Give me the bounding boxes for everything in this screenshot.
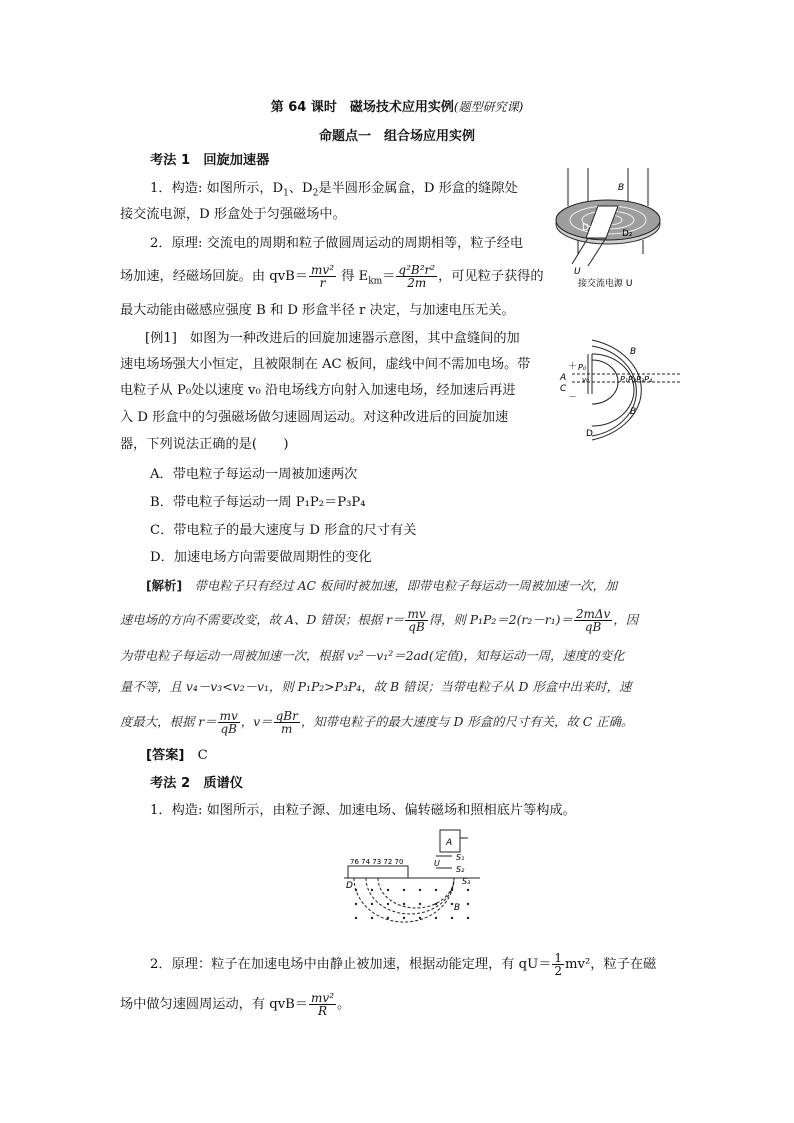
t: 度最大，根据 r＝ <box>120 714 217 729</box>
label-d: D <box>586 429 593 439</box>
label-b: B <box>454 903 461 913</box>
t: mv²，粒子在磁 <box>565 957 657 972</box>
t: 1．构造: 如图所示，D <box>150 181 284 196</box>
t: 速电场的方向不需要改变，故 A、D 错误；根据 r＝ <box>120 612 405 627</box>
trajectory <box>354 878 454 922</box>
den: 2 <box>554 964 563 978</box>
option-d: D．加速电场方向需要做周期性的变化 <box>150 550 372 565</box>
cyclotron-figure <box>548 166 668 290</box>
plus-sign: ＋ <box>568 362 578 372</box>
t: 带电粒子只有经过 AC 板间时被加速，即带电粒子每运动一周被加速一次，加 <box>194 578 618 593</box>
t: 2．原理：粒子在加速电场中由静止被加速，根据动能定理，有 qU＝ <box>150 957 552 972</box>
label-b-bottom: B <box>630 407 637 417</box>
num: 1 <box>554 951 563 965</box>
example-line-1: [例1] 如图为一种改进后的回旋加速器示意图，其中盒缝间的加 <box>145 331 520 346</box>
section-subtitle: 命题点一 组合场应用实例 <box>318 129 475 144</box>
num: 2mΔv <box>575 607 611 621</box>
page-title <box>0 96 794 115</box>
label-u: U <box>434 859 440 868</box>
para-principle: 2．原理: 交流电的周期和粒子做圆周运动的周期相等，粒子经电 <box>150 236 524 251</box>
caption-ac-source: 接交流电源 U <box>578 279 633 289</box>
minus-sign: － <box>568 393 578 403</box>
num: mv <box>407 607 426 621</box>
den: qB <box>220 722 237 736</box>
t: 是半圆形金属盒，D 形盒的缝隙处 <box>318 181 518 196</box>
sub-km: km <box>368 276 383 287</box>
label-a: A <box>560 373 567 383</box>
analysis-line-4: 量不等，且 v₄－v₃<v₂－v₁，则 P₁P₂>P₃P₄，故 B 错误；当带电粒子从 D 形盒中出来时，速 <box>120 679 632 694</box>
t: 、D <box>288 181 313 196</box>
heading-cyclotron: 考法 1 回旋加速器 <box>150 153 270 168</box>
num: q²B²r² <box>398 263 436 277</box>
den: 2m <box>407 276 427 290</box>
t: ，v＝ <box>240 714 273 729</box>
fraction <box>552 952 564 977</box>
option-a: A．带电粒子每运动一周被加速两次 <box>150 467 358 482</box>
label-s2: S₂ <box>456 865 465 874</box>
den: R <box>317 1004 328 1018</box>
analysis-line-3: 为带电粒子每运动一周被加速一次，根据 v₂²－v₁²＝2ad(定值)，知每运动一周，速度的变化 <box>120 648 625 663</box>
t: ，因 <box>613 612 639 627</box>
label-u: U <box>574 267 581 277</box>
fraction <box>396 264 437 289</box>
example-line-5: 器，下列说法正确的是( ) <box>120 437 289 452</box>
analysis-line-1 <box>146 577 617 595</box>
analysis-line-5 <box>120 710 633 735</box>
t: 场中做匀速圆周运动，有 qvB＝ <box>120 997 309 1012</box>
b-field-dots <box>355 889 469 919</box>
para-ms-structure: 1．构造: 如图所示，由粒子源、加速电场、偏转磁场和照相底片等构成。 <box>150 803 576 818</box>
t: ，可见粒子获得的 <box>438 269 544 284</box>
para-ms-principle-2 <box>120 992 350 1017</box>
example-line-3: 电粒子从 P₀处以速度 v₀ 沿电场线方向射入加速电场，经加速后再进 <box>120 383 516 398</box>
trajectory <box>378 878 454 908</box>
label-d1: D₁ <box>582 223 593 233</box>
label-b: B <box>618 183 625 193</box>
analysis-line-2 <box>120 608 638 633</box>
analysis-label: [解析] <box>146 578 183 593</box>
answer <box>146 747 208 765</box>
fraction <box>274 710 300 735</box>
label-c: C <box>560 384 567 394</box>
para-structure-2: 接交流电源，D 形盒处于匀强磁场中。 <box>120 207 346 222</box>
title-text: 第 64 课时 磁场技术应用实例 <box>270 100 454 115</box>
fraction <box>218 710 240 735</box>
answer-label: [答案] <box>146 748 185 763</box>
t: ，知带电粒子的最大速度与 D 形盒的尺寸有关，故 C 正确。 <box>300 714 634 729</box>
fraction <box>574 608 612 633</box>
fraction <box>309 264 336 289</box>
para-principle-2 <box>120 264 544 291</box>
trajectory <box>366 878 454 914</box>
den: qB <box>584 620 602 634</box>
answer-value: C <box>197 748 208 763</box>
num: mv² <box>311 991 334 1005</box>
example-line-2: 速电场场强大小恒定，且被限制在 AC 板间，虚线中间不需加电场。带 <box>120 357 531 372</box>
option-b: B．带电粒子每运动一周 P₁P₂＝P₃P₄ <box>150 495 366 510</box>
option-c: C．带电粒子的最大速度与 D 形盒的尺寸有关 <box>150 523 417 538</box>
para-structure: 1．构造: 如图所示，$D_1$、$D_2$是半圆形金属盒，D 形盒的缝隙处 <box>150 181 518 199</box>
photo-plate <box>348 866 408 878</box>
example-line-4: 入 D 形盒中的匀强磁场做匀速圆周运动。对这种改进后的回旋加速 <box>120 410 509 425</box>
para-principle-3: 最大动能由磁感应强度 B 和 D 形盒半径 r 决定，与加速电压无关。 <box>120 303 515 318</box>
num: qBr <box>275 709 298 723</box>
mass-scale: 76 74 73 72 70 <box>350 858 404 866</box>
label-p0: P₀ <box>578 363 587 372</box>
label-v0: v₀ <box>582 376 589 384</box>
label-s3: S₃ <box>462 877 471 886</box>
num: mv² <box>311 263 334 277</box>
fraction <box>405 608 427 633</box>
label-d2: D₂ <box>622 229 633 239</box>
heading-mass-spectrometer: 考法 2 质谱仪 <box>150 776 243 791</box>
t: ＝ <box>382 269 396 284</box>
label-d: D <box>346 881 353 891</box>
improved-cyclotron-figure <box>562 336 687 440</box>
label-b-top: B <box>630 347 637 357</box>
den: qB <box>408 620 425 634</box>
t: 。 <box>337 997 351 1012</box>
mass-spectrometer-figure <box>344 828 484 932</box>
wire <box>572 238 588 264</box>
t: 得 E <box>337 269 369 284</box>
num: mv <box>219 709 238 723</box>
fraction <box>309 992 336 1017</box>
den: m <box>280 722 293 736</box>
title-paren: (题型研究课) <box>453 100 524 114</box>
label-s1: S₁ <box>456 853 465 862</box>
label-a: A <box>446 838 453 848</box>
t: 得，则 P₁P₂＝2(r₂－r₁)＝ <box>428 612 573 627</box>
label-p1234: P₁P₂P₃P₄ <box>620 375 653 384</box>
den: r <box>319 276 326 290</box>
para-ms-principle <box>150 952 656 977</box>
t: 场加速，经磁场回旋。由 qvB＝ <box>120 269 309 284</box>
